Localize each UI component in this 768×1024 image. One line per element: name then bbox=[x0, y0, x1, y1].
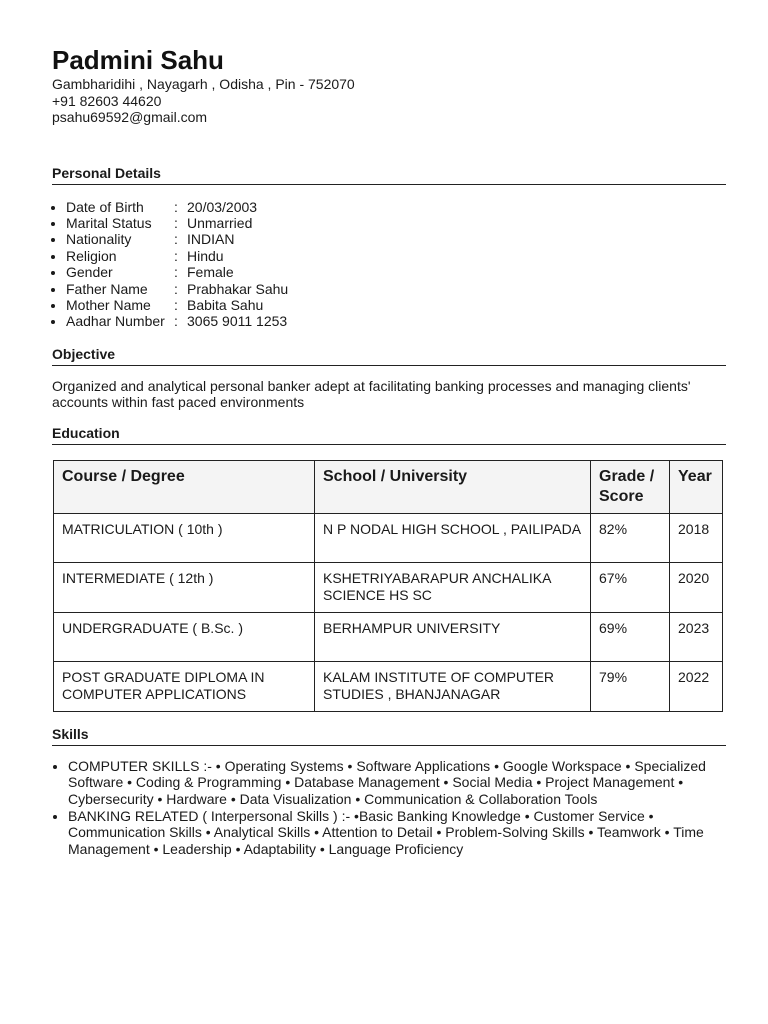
table-header-row bbox=[54, 460, 723, 513]
course-cell: POST GRADUATE DIPLOMA IN COMPUTER APPLICATIONS bbox=[54, 661, 315, 711]
objective-heading: Objective bbox=[52, 346, 726, 366]
year-cell: 2023 bbox=[670, 612, 723, 661]
column-header-year: Year bbox=[670, 460, 723, 513]
phone: +91 82603 44620 bbox=[52, 92, 162, 109]
table-row bbox=[54, 612, 723, 661]
school-cell: KSHETRIYABARAPUR ANCHALIKA SCIENCE HS SC bbox=[315, 562, 591, 612]
grade-cell: 69% bbox=[591, 612, 670, 661]
personal-detail-item bbox=[66, 248, 726, 264]
grade-cell: 79% bbox=[591, 661, 670, 711]
detail-label: Aadhar Number bbox=[66, 313, 165, 330]
year-cell: 2018 bbox=[670, 513, 723, 562]
personal-details-list bbox=[52, 199, 726, 330]
grade-cell: 82% bbox=[591, 513, 670, 562]
year-cell: 2022 bbox=[670, 661, 723, 711]
detail-label: Father Name bbox=[66, 280, 148, 297]
detail-label: Gender bbox=[66, 264, 113, 281]
detail-label: Religion bbox=[66, 247, 117, 264]
course-cell: INTERMEDIATE ( 12th ) bbox=[54, 562, 315, 612]
education-table bbox=[53, 460, 723, 712]
detail-value: INDIAN bbox=[187, 231, 235, 248]
skills-heading: Skills bbox=[52, 726, 726, 746]
personal-detail-item bbox=[66, 313, 726, 329]
personal-details-heading: Personal Details bbox=[52, 165, 726, 185]
column-header-grade: Grade / Score bbox=[591, 460, 670, 513]
personal-detail-item bbox=[66, 199, 726, 215]
candidate-name: Padmini Sahu bbox=[52, 45, 224, 75]
school-cell: N P NODAL HIGH SCHOOL , PAILIPADA bbox=[315, 513, 591, 562]
table-row bbox=[54, 513, 723, 562]
column-header-school: School / University bbox=[315, 460, 591, 513]
detail-value: Unmarried bbox=[187, 214, 253, 231]
detail-value: Female bbox=[187, 264, 234, 281]
detail-separator: : bbox=[174, 214, 178, 231]
education-heading: Education bbox=[52, 425, 726, 445]
personal-detail-item bbox=[66, 281, 726, 297]
detail-value: Hindu bbox=[187, 247, 224, 264]
school-cell: KALAM INSTITUTE OF COMPUTER STUDIES , BHANJANAGAR bbox=[315, 661, 591, 711]
detail-separator: : bbox=[174, 280, 178, 297]
personal-detail-item bbox=[66, 231, 726, 247]
detail-label: Mother Name bbox=[66, 296, 151, 313]
detail-separator: : bbox=[174, 247, 178, 264]
detail-label: Date of Birth bbox=[66, 198, 144, 215]
detail-separator: : bbox=[174, 313, 178, 330]
objective-text: Organized and analytical personal banker adept at facilitating banking processes and managing clients' accounts within fast paced environments bbox=[52, 377, 691, 411]
email: psahu69592@gmail.com bbox=[52, 109, 208, 125]
detail-value: 3065 9011 1253 bbox=[187, 313, 288, 330]
detail-value: 20/03/2003 bbox=[187, 198, 258, 215]
grade-cell: 67% bbox=[591, 562, 670, 612]
skills-list bbox=[52, 758, 726, 858]
detail-value: Prabhakar Sahu bbox=[187, 280, 289, 297]
table-row bbox=[54, 562, 723, 612]
resume-page bbox=[52, 44, 726, 857]
detail-separator: : bbox=[174, 231, 178, 248]
personal-detail-item bbox=[66, 215, 726, 231]
skills-item-computer: • COMPUTER SKILLS :- • Operating Systems • Software Applications • Google Workspace • Specialized Software • Coding & Programming • Database Management • Social Media • Project Management • Cybersecurity • Hardware • Data Visualization • Communication & Collaboration Tools bbox=[68, 758, 726, 808]
personal-detail-item bbox=[66, 297, 726, 313]
course-cell: UNDERGRADUATE ( B.Sc. ) bbox=[54, 612, 315, 661]
course-cell: MATRICULATION ( 10th ) bbox=[54, 513, 315, 562]
address: Gambharidihi , Nayagarh , Odisha , Pin - 752070 bbox=[52, 76, 355, 92]
year-cell: 2020 bbox=[670, 562, 723, 612]
detail-separator: : bbox=[174, 198, 178, 215]
detail-value: Babita Sahu bbox=[187, 296, 264, 313]
table-row bbox=[54, 661, 723, 711]
personal-detail-item bbox=[66, 264, 726, 280]
skills-item-banking: • BANKING RELATED ( Interpersonal Skills ) :- •Basic Banking Knowledge • Customer Service • Communication Skills • Analytical Skills • Attention to Detail • Problem-Solving Skills • Teamwork • Time Management • Leadership • Adaptability • Language Proficiency bbox=[68, 808, 726, 858]
detail-separator: : bbox=[174, 296, 178, 313]
column-header-course: Course / Degree bbox=[54, 460, 315, 513]
detail-label: Marital Status bbox=[66, 214, 152, 231]
detail-separator: : bbox=[174, 264, 178, 281]
detail-label: Nationality bbox=[66, 231, 132, 248]
school-cell: BERHAMPUR UNIVERSITY bbox=[315, 612, 591, 661]
